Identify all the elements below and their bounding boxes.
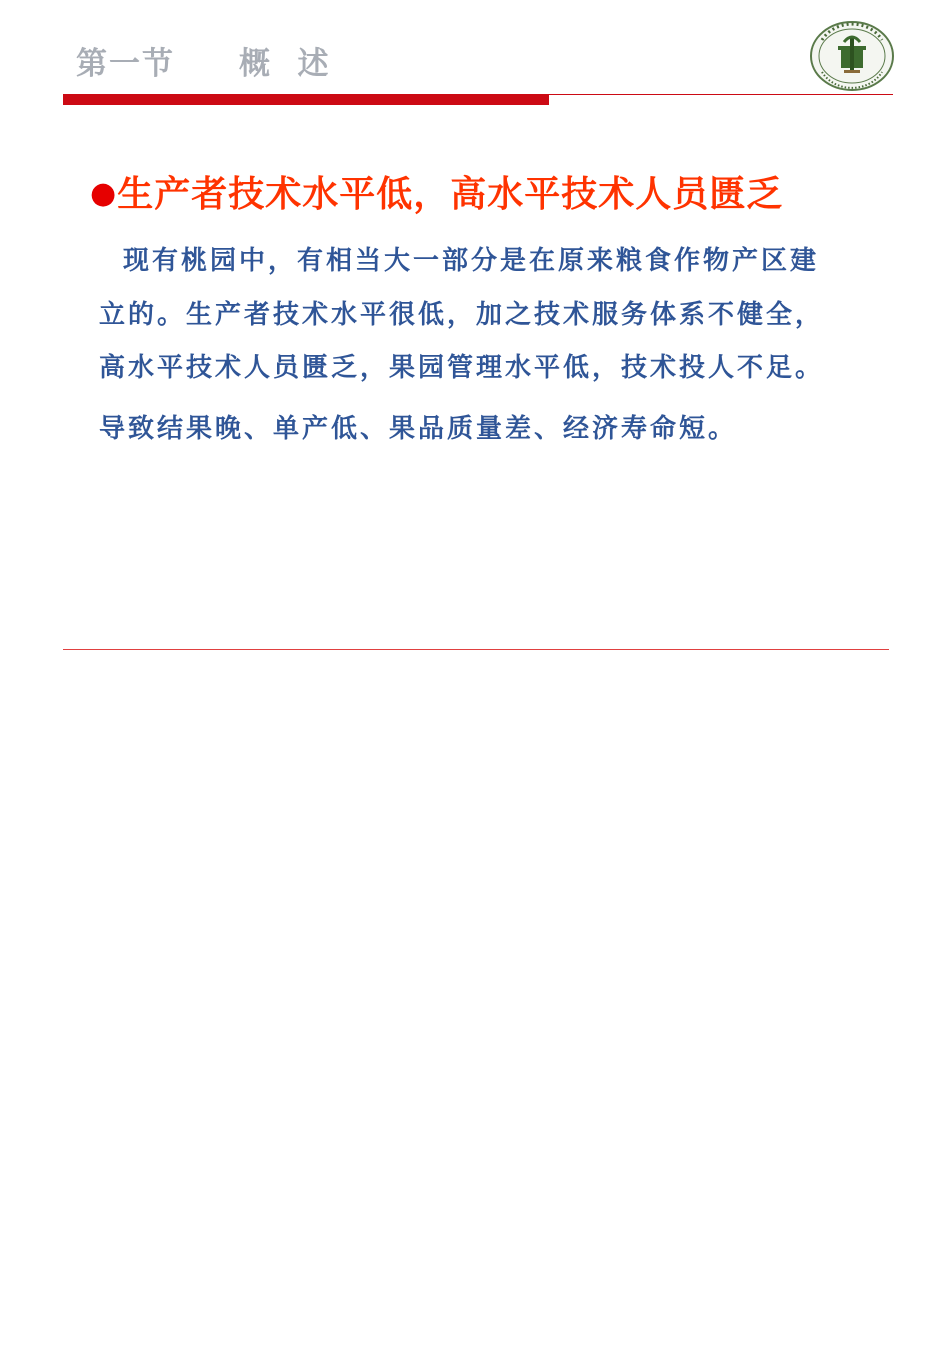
bullet-icon: ● bbox=[90, 176, 118, 211]
section-heading bbox=[90, 166, 920, 217]
heading-text: 生产者技术水平低，高水平技术人员匮乏 bbox=[117, 174, 784, 215]
paragraph-line: 现有桃园中，有相当大一部分是在原来粮食作物产区建 bbox=[123, 246, 820, 276]
paragraph-line: 立的。生产者技术水平很低，加之技术服务体系不健全， bbox=[99, 300, 825, 330]
header-bar-thick bbox=[63, 94, 549, 105]
bottom-divider bbox=[63, 649, 889, 650]
paragraph-line: 高水平技术人员匮乏，果园管理水平低，技术投人不足。 bbox=[99, 353, 825, 383]
university-seal-icon bbox=[808, 20, 896, 92]
section-title: 第一节 概 述 bbox=[76, 46, 331, 82]
paragraph-line: 导致结果晚、单产低、果品质量差、经济寿命短。 bbox=[99, 414, 738, 444]
header-bar-thin bbox=[549, 94, 893, 95]
